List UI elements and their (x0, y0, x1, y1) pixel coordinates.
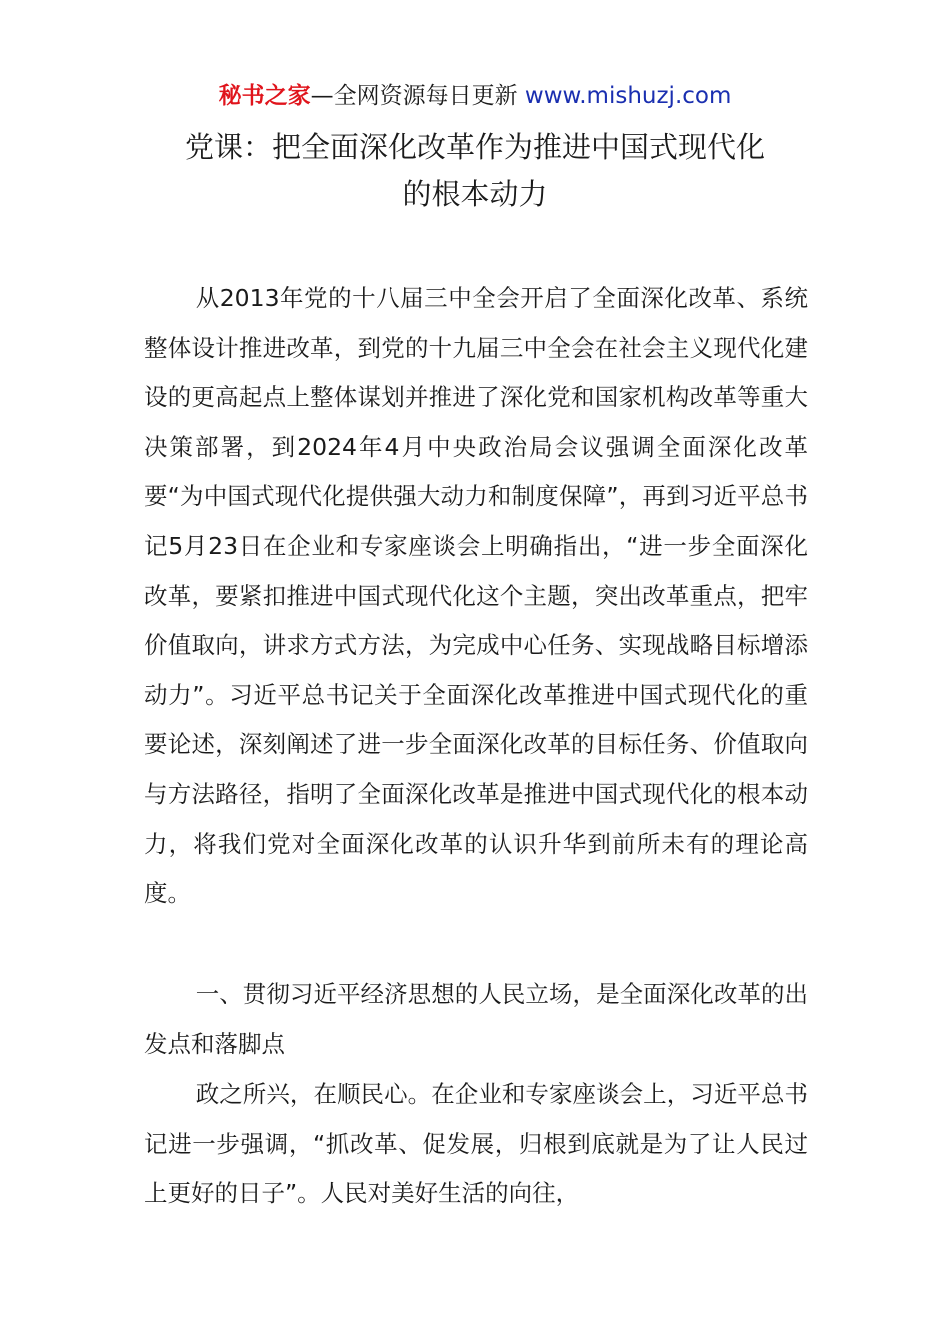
site-tagline: —全网资源每日更新 (310, 83, 518, 109)
title-line-1: 党课：把全面深化改革作为推进中国式现代化 (184, 130, 765, 164)
site-url-link[interactable]: www.mishuzj.com (524, 83, 732, 109)
paragraph-intro: 从2013年党的十八届三中全会开启了全面深化改革、系统整体设计推进改革，到党的十九届三中全会在社会主义现代化建设的更高起点上整体谋划并推进了深化党和国家机构改革等重大决策部署，到2024年4月中央政治局会议强调全面深化改革要“为中国式现代化提供强大动力和制度保障”，再到习近平总书记5月23日在企业和专家座谈会上明确指出，“进一步全面深化改革，要紧扣推进中国式现代化这个主题，突出改革重点，把牢价值取向，讲求方式方法，为完成中心任务、实现战略目标增添动力”。习近平总书记关于全面深化改革推进中国式现代化的重要论述，深刻阐述了进一步全面深化改革的目标任务、价值取向与方法路径，指明了全面深化改革是推进中国式现代化的根本动力，将我们党对全面深化改革的认识升华到前所未有的理论高度。 (144, 284, 808, 908)
body-section-heading (144, 970, 808, 1069)
site-brand: 秘书之家 (218, 83, 311, 109)
section-heading-1: 一、贯彻习近平经济思想的人民立场，是全面深化改革的出发点和落脚点 (144, 980, 808, 1058)
body-section-content (144, 1070, 808, 1219)
body-section-intro (144, 274, 808, 919)
title-line-2: 的根本动力 (402, 177, 548, 211)
document-title (140, 124, 810, 218)
paragraph-section-1: 政之所兴，在顺民心。在企业和专家座谈会上，习近平总书记进一步强调，“抓改革、促发展，归根到底就是为了让人民过上更好的日子”。人民对美好生活的向往， (144, 1080, 808, 1208)
site-header (0, 80, 950, 112)
